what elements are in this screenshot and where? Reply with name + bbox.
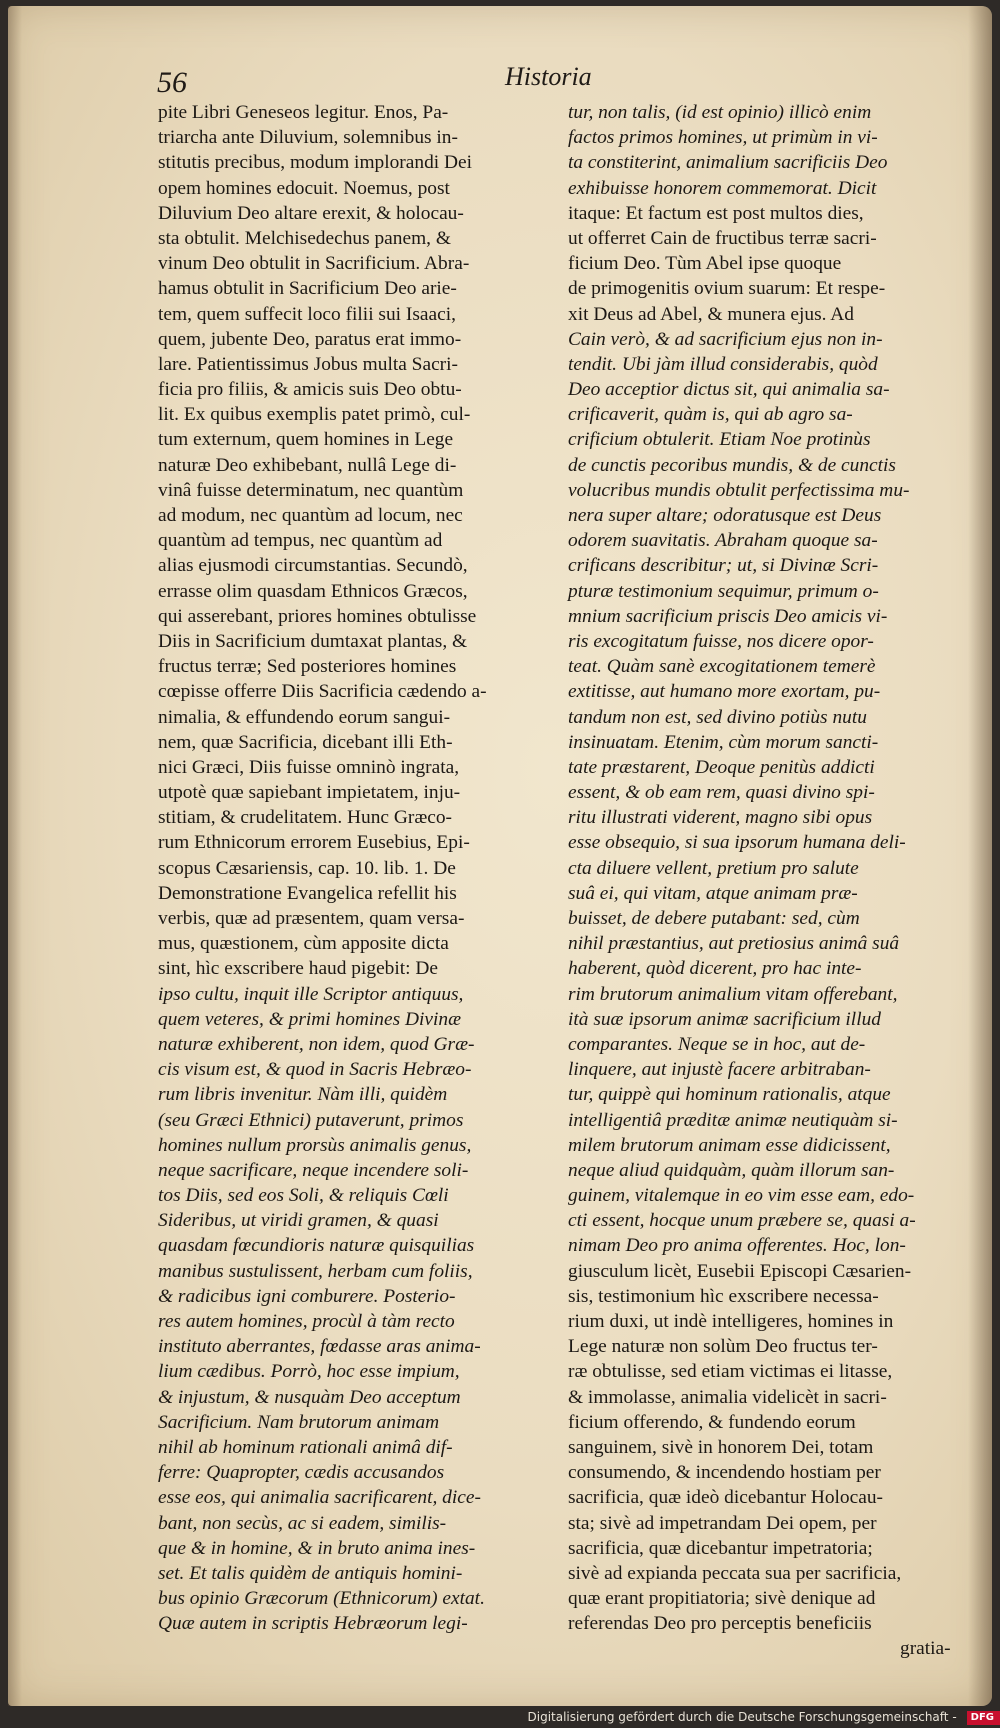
text-line: consumendo, & incendendo hostiam per — [568, 1462, 881, 1484]
text-line: mus, quæstionem, cùm apposite dicta — [158, 933, 449, 955]
text-line: hamus obtulit in Sacrificium Deo arie- — [158, 278, 457, 300]
text-line: sanguinem, sivè in honorem Dei, totam — [568, 1436, 874, 1458]
text-line: esse eos, qui animalia sacrificarent, dice- — [158, 1487, 481, 1509]
text-line: sta; sivè ad impetrandam Dei opem, per — [568, 1512, 877, 1534]
text-line: cœpisse offerre Diis Sacrificia cædendo a- — [158, 681, 487, 703]
text-line: essent, & ob eam rem, quasi divino spi- — [568, 782, 875, 804]
text-line: intelligentiâ præditæ animæ neutiquàm si- — [568, 1109, 898, 1131]
text-line: instituto aberrantes, fœdasse aras anima- — [158, 1336, 481, 1358]
text-line: insinuatam. Etenim, cùm morum sancti- — [568, 731, 879, 753]
text-line: ris excogitatum fuisse, nos dicere opor- — [568, 630, 874, 652]
text-line: crificans describitur; ut, si Divinæ Scri- — [568, 555, 879, 577]
spine-shadow — [968, 6, 992, 1706]
text-line: tur, quippè qui hominum rationalis, atque — [568, 1084, 891, 1106]
text-line: tem, quem suffecit loco filii sui Isaaci, — [158, 303, 456, 325]
text-line: rium duxi, ut indè intelligeres, homines in — [568, 1311, 894, 1332]
text-line: tur, non talis, (id est opinio) illicò enim — [568, 102, 872, 123]
right-text-column — [568, 100, 951, 1662]
text-line: tate præstarent, Deoque penitùs addicti — [568, 756, 875, 778]
text-line: & immolasse, animalia videlicèt in sacri- — [568, 1386, 887, 1408]
text-line: neque sacrificare, neque incendere soli- — [158, 1159, 469, 1181]
text-line: naturæ Deo exhibebant, nullâ Lege di- — [158, 454, 457, 476]
text-line: lit. Ex quibus exemplis patet primò, cul- — [158, 404, 471, 426]
text-line: pturæ testimonium sequimur, primum o- — [568, 580, 879, 602]
text-line: exhibuisse honorem commemorat. Dicit — [568, 177, 877, 199]
text-line: Sideribus, ut viridi gramen, & quasi — [158, 1210, 439, 1232]
text-line: milem brutorum animam esse didicissent, — [568, 1134, 891, 1156]
text-line: stitiam, & crudelitatem. Hunc Græco- — [158, 807, 453, 829]
text-line: homines nullum prorsùs animalis genus, — [158, 1134, 472, 1156]
text-line: ad modum, nec quantùm ad locum, nec — [158, 505, 463, 526]
text-line: ficia pro filiis, & amicis suis Deo obtu- — [158, 379, 462, 401]
text-line: nici Græci, Diis fuisse omninò ingrata, — [158, 756, 460, 778]
text-line: ritu illustrati viderent, magno sibi opus — [568, 807, 873, 829]
text-line: nimam Deo pro anima offerentes. Hoc, lon- — [568, 1235, 906, 1257]
text-line: ficium offerendo, & fundendo eorum — [568, 1411, 856, 1433]
text-line: & injustum, & nusquàm Deo acceptum — [158, 1386, 461, 1408]
text-line: giusculum licèt, Eusebii Episcopi Cæsarien- — [568, 1260, 912, 1282]
text-line: pite Libri Geneseos legitur. Enos, Pa- — [158, 102, 449, 123]
text-line: quem veteres, & primi homines Divinæ — [158, 1008, 462, 1030]
text-line: tendit. Ubi jàm illud considerabis, quòd — [568, 353, 878, 375]
text-line: sta obtulit. Melchisedechus panem, & — [158, 227, 451, 249]
text-line: de primogenitis ovium suarum: Et respe- — [568, 278, 886, 300]
text-line: itaque: Et factum est post multos dies, — [568, 202, 864, 224]
text-line: ta constiterint, animalium sacrificiis Deo — [568, 152, 888, 174]
text-line: nem, quæ Sacrificia, dicebant illi Eth- — [158, 731, 453, 753]
text-line: res autem homines, procùl à tàm recto — [158, 1311, 455, 1332]
text-line: triarcha ante Diluvium, solemnibus in- — [158, 127, 458, 149]
text-line: Quæ autem in scriptis Hebræorum legi- — [158, 1613, 468, 1635]
text-line: comparantes. Neque se in hoc, aut de- — [568, 1033, 866, 1055]
text-line: odorem suavitatis. Abraham quoque sa- — [568, 530, 878, 552]
text-line: quasdam fœcundioris naturæ quisquilias — [158, 1235, 475, 1257]
text-line: sis, testimonium hìc exscribere necessa- — [568, 1285, 879, 1307]
text-line: vinum Deo obtulit in Sacrificium. Abra- — [158, 253, 470, 275]
text-line: nera super altare; odoratusque est Deus — [568, 505, 882, 526]
text-line: cta diluere vellent, pretium pro salute — [568, 857, 859, 879]
text-line: quantùm ad tempus, nec quantùm ad — [158, 530, 443, 552]
text-line: vinâ fuisse determinatum, nec quantùm — [158, 479, 464, 501]
text-line: tum externum, quem homines in Lege — [158, 429, 454, 451]
text-line: linquere, aut injustè facere arbitraban- — [568, 1059, 871, 1081]
text-line: ità suæ ipsorum animæ sacrificium illud — [568, 1008, 881, 1030]
text-line: extitisse, aut humano more exortam, pu- — [568, 681, 881, 703]
text-line: sacrificia, quæ ideò dicebantur Holocau- — [568, 1487, 883, 1509]
text-line: suâ ei, qui vitam, atque animam præ- — [568, 882, 858, 904]
text-line: lare. Patientissimus Jobus multa Sacri- — [158, 353, 458, 375]
text-line: qui asserebant, priores homines obtulisse — [158, 605, 477, 627]
text-line: sint, hìc exscribere haud pigebit: De — [158, 958, 438, 980]
text-line: ipso cultu, inquit ille Scriptor antiquus, — [158, 983, 464, 1005]
text-line: Demonstratione Evangelica refellit his — [158, 882, 457, 904]
text-line: bus opinio Græcorum (Ethnicorum) extat. — [158, 1588, 485, 1610]
text-line: lium cædibus. Porrò, hoc esse impium, — [158, 1361, 460, 1383]
text-line: manibus sustulissent, herbam cum foliis, — [158, 1260, 473, 1282]
text-line: set. Et talis quidèm de antiquis homini- — [158, 1562, 463, 1584]
text-line: neque aliud quidquàm, quàm illorum san- — [568, 1159, 895, 1181]
text-line: fructus terræ; Sed posteriores homines — [158, 656, 457, 678]
text-line: quæ erant propitiatoria; sivè denique ad — [568, 1588, 876, 1610]
text-line: rim brutorum animalium vitam offerebant, — [568, 983, 898, 1005]
text-line: scopus Cæsariensis, cap. 10. lib. 1. De — [158, 857, 456, 879]
text-line: sivè ad expianda peccata sua per sacrificia, — [568, 1562, 902, 1584]
text-line: factos primos homines, ut primùm in vi- — [568, 127, 878, 149]
running-head: Historia — [505, 62, 592, 91]
text-line: que & in homine, & in bruto anima ines- — [158, 1537, 476, 1559]
digitization-footer — [0, 1706, 1000, 1728]
text-line: stitutis precibus, modum implorandi Dei — [158, 152, 472, 174]
left-text-column — [158, 100, 535, 1636]
text-line: xit Deus ad Abel, & munera ejus. Ad — [568, 303, 854, 325]
text-line: de cunctis pecoribus mundis, & de cunctis — [568, 454, 896, 476]
text-line: haberent, quòd dicerent, pro hac inte- — [568, 958, 862, 980]
text-line: crificium obtulerit. Etiam Noe protinùs — [568, 429, 871, 451]
text-line: Sacrificium. Nam brutorum animam — [158, 1411, 440, 1433]
page-edge-shadow — [8, 6, 22, 1706]
text-line: & radicibus igni comburere. Posterio- — [158, 1285, 456, 1307]
text-line: nihil præstantius, aut pretiosius animâ suâ — [568, 933, 900, 955]
text-line: sacrificia, quæ dicebantur impetratoria; — [568, 1537, 873, 1559]
text-line: ut offerret Cain de fructibus terræ sacri- — [568, 227, 877, 249]
text-line: rum Ethnicorum errorem Eusebius, Epi- — [158, 832, 470, 854]
text-line: tos Diis, sed eos Soli, & reliquis Cœli — [158, 1185, 449, 1207]
text-line: rum libris invenitur. Nàm illi, quidèm — [158, 1084, 448, 1106]
catchword: gratia- — [900, 1638, 951, 1660]
text-line: opem homines edocuit. Noemus, post — [158, 177, 450, 199]
text-line: Deo acceptior dictus sit, qui animalia sa- — [568, 379, 890, 401]
text-line: Cain verò, & ad sacrificium ejus non in- — [568, 328, 883, 350]
text-line: ræ obtulisse, sed etiam victimas ei litasse, — [568, 1361, 893, 1383]
text-line: bant, non secùs, ac si eadem, similis- — [158, 1512, 447, 1534]
text-line: teat. Quàm sanè excogitationem temerè — [568, 656, 876, 678]
text-line: Diluvium Deo altare erexit, & holocau- — [158, 202, 464, 224]
text-line: buisset, de debere putabant: sed, cùm — [568, 908, 860, 929]
text-line: mnium sacrificium priscis Deo amicis vi- — [568, 605, 888, 627]
text-line: verbis, quæ ad præsentem, quam versa- — [158, 908, 465, 929]
text-line: errasse olim quasdam Ethnicos Græcos, — [158, 580, 468, 602]
text-line: alias ejusmodi circumstantias. Secundò, — [158, 555, 468, 577]
text-line: nimalia, & effundendo eorum sangui- — [158, 706, 451, 728]
text-line: cti essent, hocque unum præbere se, quasi a- — [568, 1210, 916, 1232]
text-line: tandum non est, sed divino potiùs nutu — [568, 706, 867, 728]
text-line: cis visum est, & quod in Sacris Hebræo- — [158, 1059, 472, 1081]
text-line: quem, jubente Deo, paratus erat immo- — [158, 328, 462, 350]
text-line: Lege naturæ non solùm Deo fructus ter- — [568, 1336, 878, 1358]
dfg-logo: DFG — [967, 1711, 1000, 1725]
text-line: Diis in Sacrificium dumtaxat plantas, & — [158, 630, 468, 652]
text-line: referendas Deo pro perceptis beneficiis — [568, 1613, 872, 1635]
text-line: (seu Græci Ethnici) putaverunt, primos — [158, 1109, 464, 1131]
text-line: crificaverit, quàm is, qui ab agro sa- — [568, 404, 853, 426]
text-line: naturæ exhiberent, non idem, quod Græ- — [158, 1033, 475, 1055]
text-line: utpotè quæ sapiebant impietatem, inju- — [158, 782, 461, 804]
text-line: esse obsequio, si sua ipsorum humana deli- — [568, 832, 906, 854]
text-line: ficium Deo. Tùm Abel ipse quoque — [568, 253, 842, 275]
text-line: guinem, vitalemque in eo vim esse eam, edo- — [568, 1185, 915, 1207]
text-line: volucribus mundis obtulit perfectissima mu- — [568, 479, 910, 501]
text-line: nihil ab hominum rationali animâ dif- — [158, 1436, 453, 1458]
text-line: ferre: Quapropter, cædis accusandos — [158, 1462, 445, 1484]
page-number: 56 — [157, 66, 187, 99]
funding-credit: Digitalisierung gefördert durch die Deutsche Forschungsgemeinschaft - — [527, 1710, 957, 1724]
